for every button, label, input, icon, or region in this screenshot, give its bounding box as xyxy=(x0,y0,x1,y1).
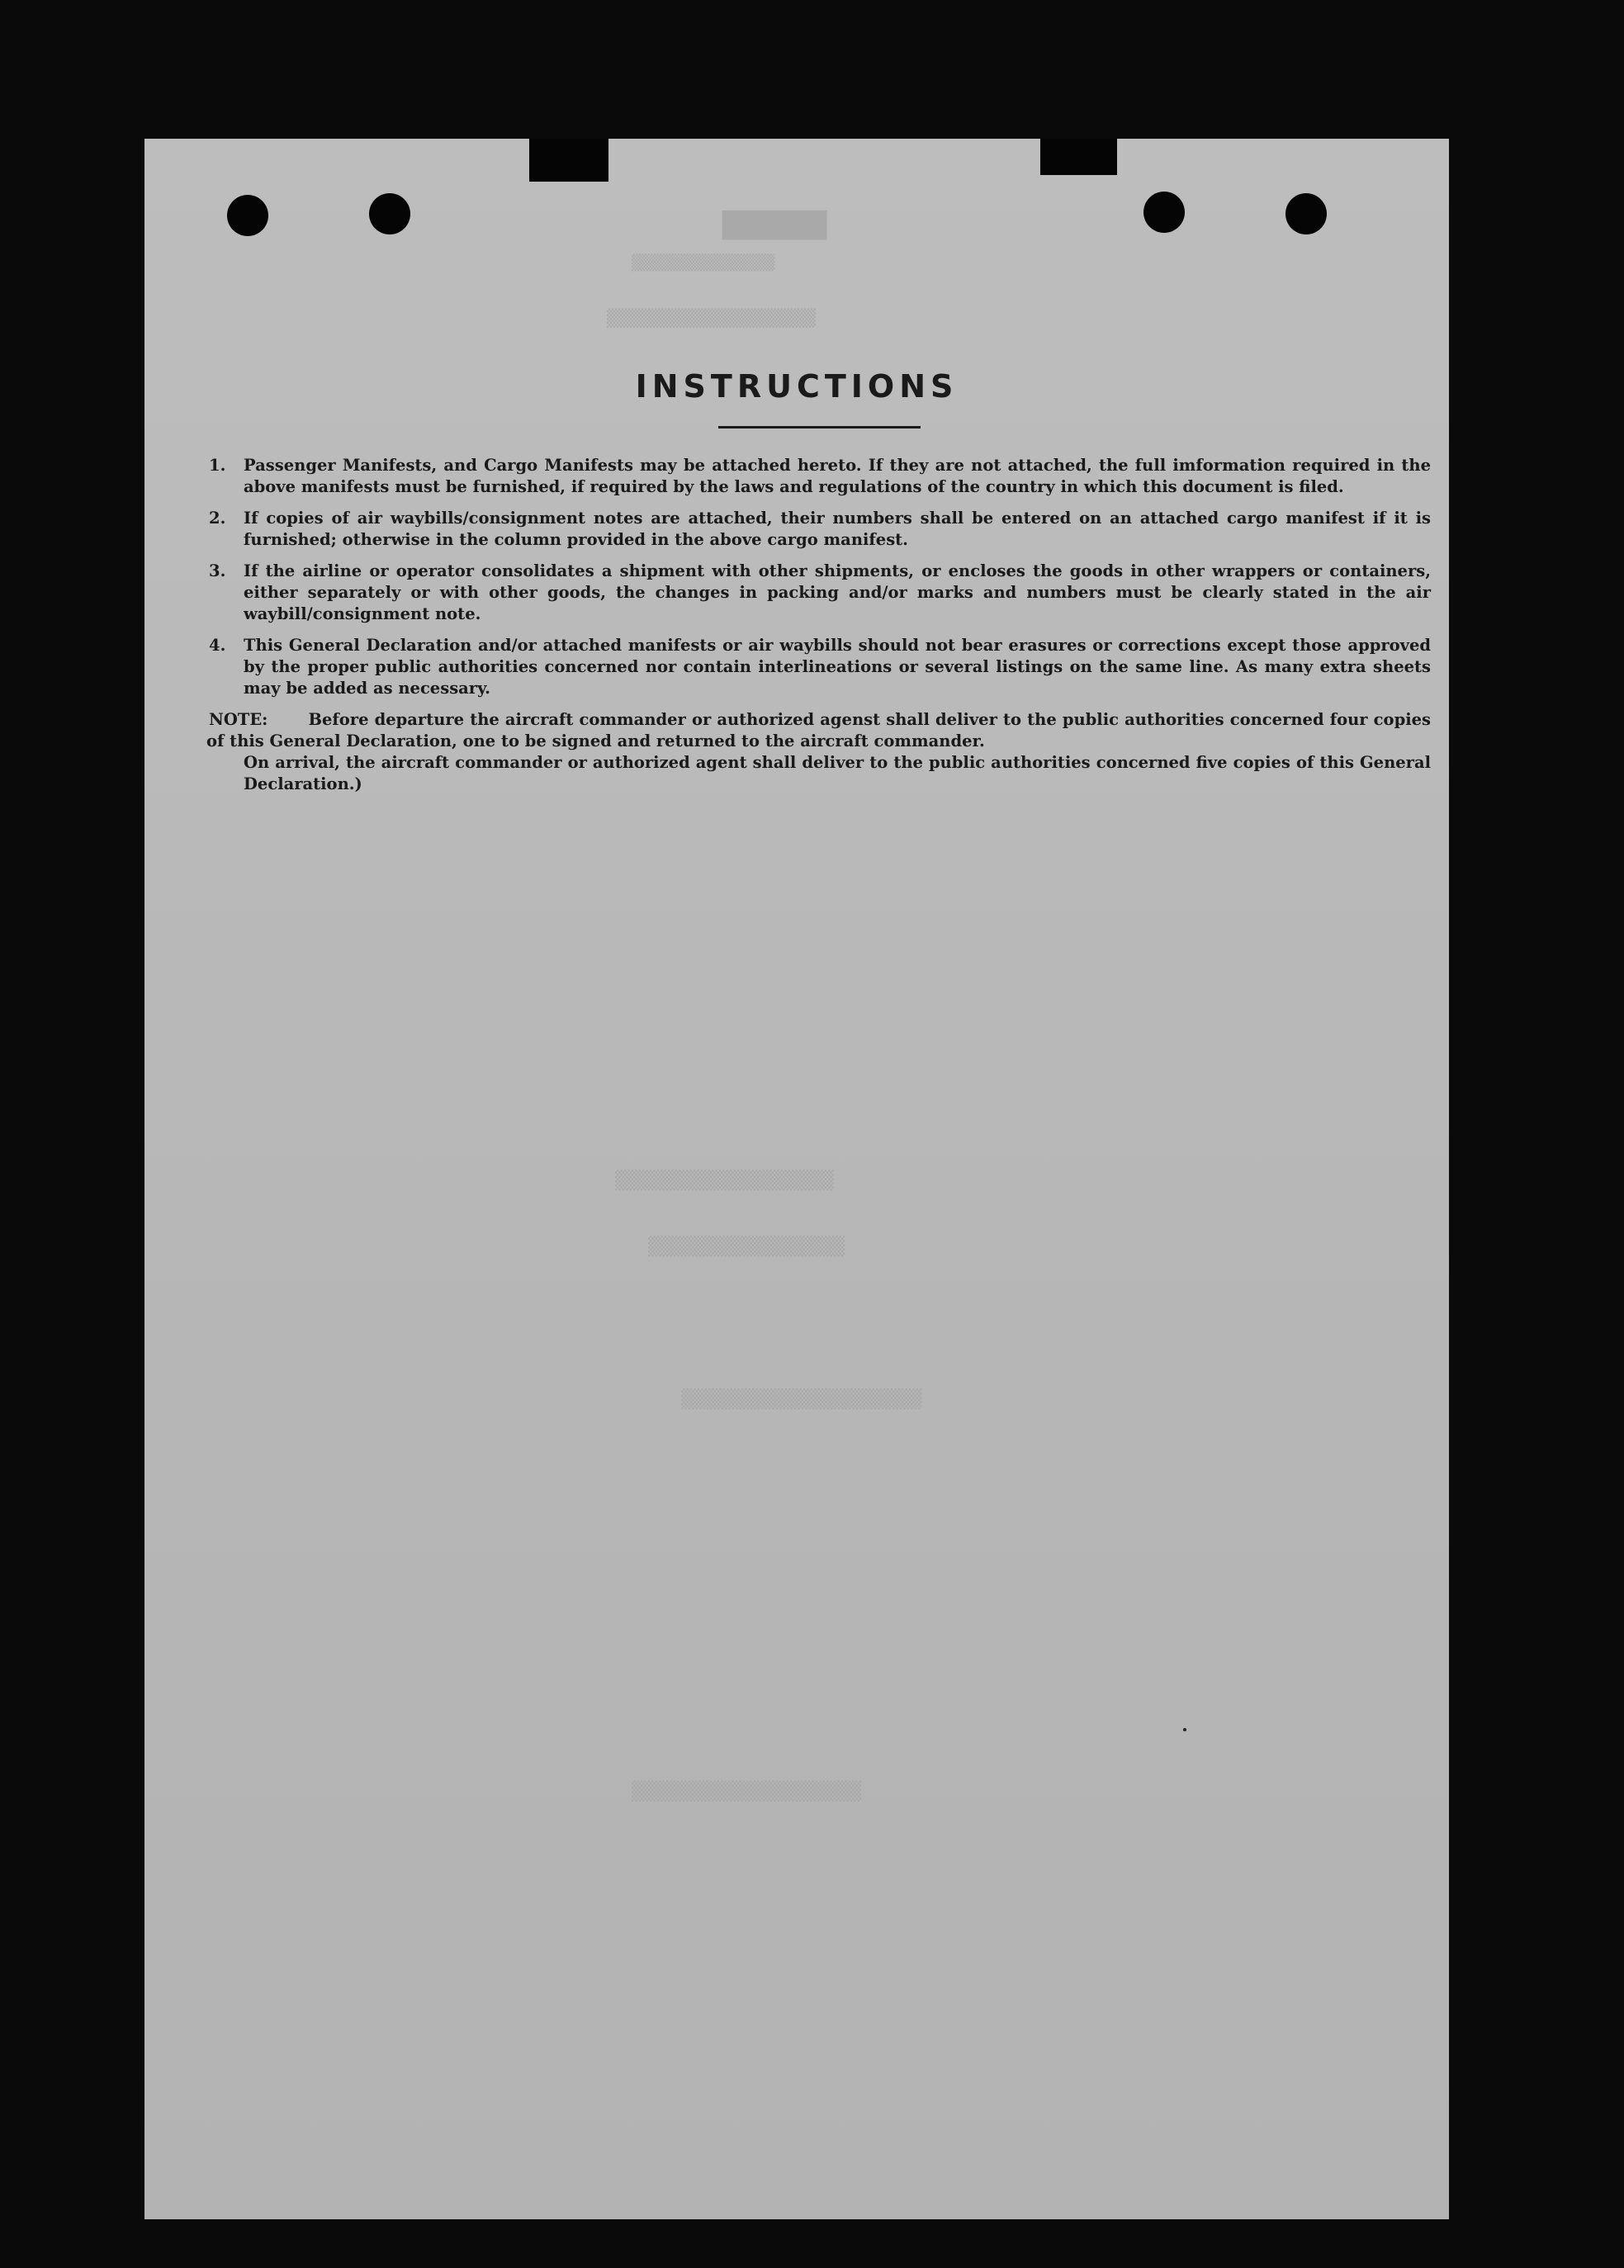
instructions-title: INSTRUCTIONS xyxy=(635,368,959,405)
item-text: Passenger Manifests, and Cargo Manifests may be attached hereto. If they are not attached, the full imformation required in the above manifests must be furnished, if required by the laws and regulations of the country in which this document is filed. xyxy=(244,456,1431,496)
note-departure-text: Before departure the aircraft commander or authorized agenst shall deliver to the public authorities concerned four copies of this General Declaration, one to be signed and returned to the aircraft commander. xyxy=(206,710,1431,750)
binding-tab xyxy=(1040,139,1117,175)
note-block xyxy=(206,709,1431,795)
note-body xyxy=(206,709,1431,795)
bleed-through-text: ▒▒▒▒▒▒▒▒▒▒▒▒▒▒▒▒▒▒ xyxy=(648,1237,845,1257)
title-underline xyxy=(718,426,921,429)
instruction-item xyxy=(209,455,1431,498)
note-label: NOTE: xyxy=(209,710,268,729)
note-departure xyxy=(206,709,1431,752)
speck xyxy=(1183,1728,1186,1731)
instruction-item xyxy=(209,635,1431,699)
item-number: 1. xyxy=(209,456,226,475)
punch-hole-icon xyxy=(227,195,268,236)
punch-hole-icon xyxy=(369,193,410,234)
note-arrival: On arrival, the aircraft commander or authorized agent shall deliver to the public authorities concerned five copies of this General Declaration.) xyxy=(244,753,1431,793)
item-number: 3. xyxy=(209,561,226,580)
punch-hole-icon xyxy=(1143,192,1185,233)
instruction-item xyxy=(209,508,1431,551)
binding-tab xyxy=(529,139,608,182)
instructions-list xyxy=(206,455,1431,795)
bleed-through-text: ▒▒▒▒▒▒▒▒▒▒▒▒▒▒▒▒▒▒▒▒▒▒ xyxy=(681,1390,922,1410)
punch-hole-icon xyxy=(1285,193,1327,234)
document-page xyxy=(144,139,1449,2219)
item-text: This General Declaration and/or attached manifests or air waybills should not bear erasures or corrections except those approved by the proper public authorities concerned nor contain interlineations or several listings on the same line. As many extra sheets may be added as necessary. xyxy=(244,636,1431,698)
instruction-item xyxy=(209,561,1431,625)
bleed-through-text: ▒▒▒▒▒▒▒▒▒▒▒▒▒▒▒▒▒▒▒▒▒ xyxy=(607,308,816,328)
item-number: 2. xyxy=(209,509,226,528)
bleed-through-text: ███████ xyxy=(722,211,827,240)
bleed-through-text: ▒▒▒▒▒▒▒▒▒▒▒▒▒▒▒▒▒▒▒▒ xyxy=(615,1171,834,1191)
item-text: If copies of air waybills/consignment notes are attached, their numbers shall be entered on an attached cargo manifest if it is furnished; otherwise in the column provided in the above cargo manifest. xyxy=(244,509,1431,549)
bleed-through-text: ▒▒▒▒▒▒▒▒▒▒▒▒▒▒▒▒ xyxy=(632,254,775,272)
item-number: 4. xyxy=(209,636,226,655)
item-text: If the airline or operator consolidates a shipment with other shipments, or encloses the goods in other wrappers or containers, either separately or with other goods, the changes in packing and/or marks and numbers must be clearly stated in the air waybill/consignment note. xyxy=(244,561,1431,623)
bleed-through-text: ▒▒▒▒▒▒▒▒▒▒▒▒▒▒▒▒▒▒▒▒▒ xyxy=(632,1782,862,1802)
